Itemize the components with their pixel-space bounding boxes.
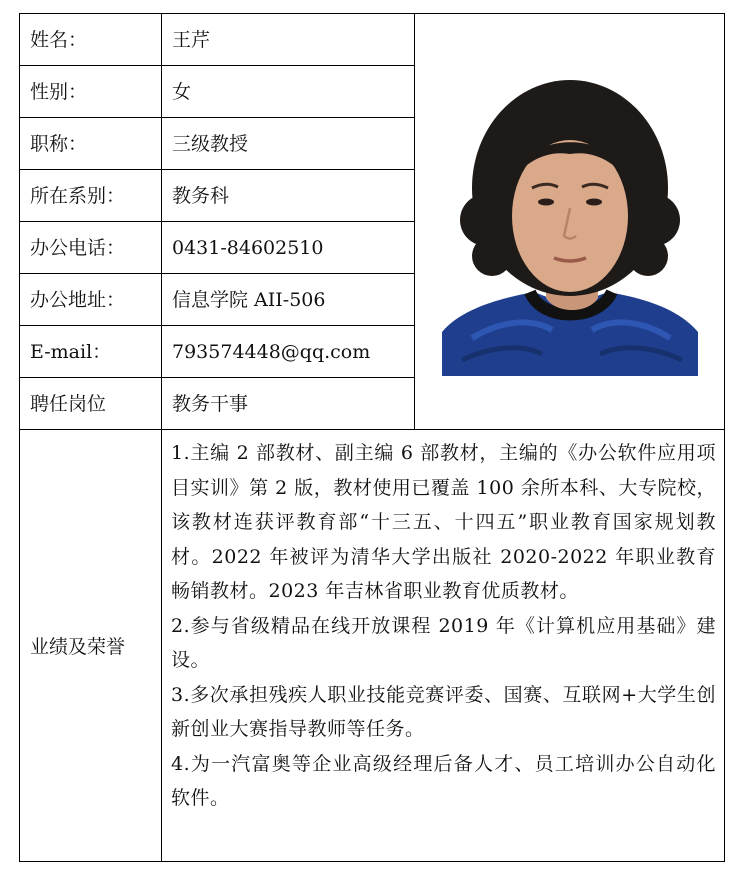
achievement-item: 3.多次承担残疾人职业技能竞赛评委、国赛、互联网+大学生创新创业大赛指导教师等任务。 [171,683,716,740]
gender-value: 女 [162,66,415,118]
profile-table [19,13,725,862]
address-label: 办公地址： [20,274,162,326]
position-label: 聘任岗位 [20,378,162,430]
achievements-label: 业绩及荣誉 [20,430,162,862]
achievement-item: 4.为一汽富奥等企业高级经理后备人才、员工培训办公自动化软件。 [171,752,716,809]
email-label: E-mail： [20,326,162,378]
profile-row-name [20,14,725,66]
department-label: 所在系别： [20,170,162,222]
title-value: 三级教授 [162,118,415,170]
profile-row-achievements [20,430,725,862]
phone-value: 0431-84602510 [162,222,415,274]
portrait-photo [442,70,698,376]
achievements-content [162,430,725,862]
achievement-item: 1.主编 2 部教材、副主编 6 部教材，主编的《办公软件应用项目实训》第 2 版，教材使用已覆盖 100 余所本科、大专院校，该教材连获评教育部“十三五、十四五”职业教育国家规划教材。2022 年被评为清华大学出版社 2020-2022 年职业教育畅销教材。2023 年吉林省职业教育优质教材。 [171,442,716,602]
portrait-photo-icon [442,70,698,376]
email-value: 793574448@qq.com [162,326,415,378]
position-value: 教务干事 [162,378,415,430]
name-value: 王芹 [162,14,415,66]
phone-label: 办公电话： [20,222,162,274]
name-label: 姓名： [20,14,162,66]
achievement-item: 2.参与省级精品在线开放课程 2019 年《计算机应用基础》建设。 [171,614,716,671]
photo-cell [415,14,725,430]
department-value: 教务科 [162,170,415,222]
title-label: 职称： [20,118,162,170]
address-value: 信息学院 AII-506 [162,274,415,326]
gender-label: 性别： [20,66,162,118]
